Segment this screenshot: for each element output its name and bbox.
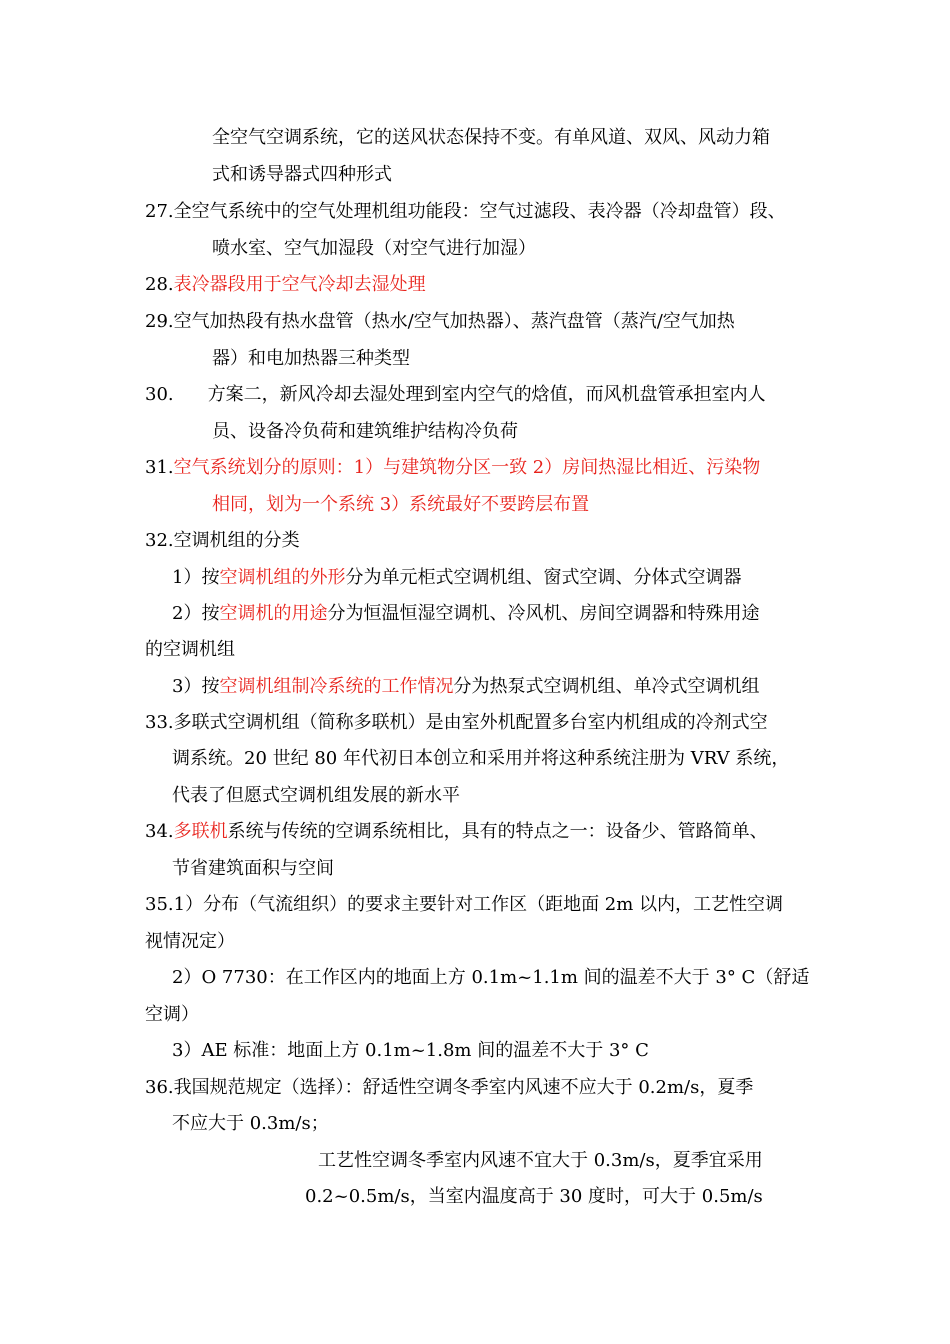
text-line bbox=[172, 966, 809, 990]
text-line bbox=[172, 857, 334, 881]
highlighted-text: 空气系统划分的原则：1）与建筑物分区一致 2）房间热湿比相近、污染物 bbox=[173, 457, 761, 478]
text-line bbox=[172, 566, 741, 590]
text-line bbox=[172, 1039, 649, 1063]
text-span: 34. bbox=[145, 821, 174, 842]
text-line bbox=[305, 1185, 763, 1209]
text-line bbox=[212, 163, 392, 187]
text-span: 31. bbox=[145, 457, 174, 478]
text-line bbox=[145, 893, 783, 917]
text-span: 27.全空气系统中的空气处理机组功能段：空气过滤段、表冷器（冷却盘管）段、 bbox=[145, 201, 786, 222]
text-span: 32.空调机组的分类 bbox=[145, 530, 300, 551]
text-line bbox=[145, 200, 786, 224]
text-line bbox=[212, 420, 518, 444]
text-span: 系统与传统的空调系统相比，具有的特点之一：设备少、管路简单、 bbox=[227, 821, 768, 842]
text-line bbox=[145, 529, 300, 553]
text-span: 分为单元柜式空调机组、窗式空调、分体式空调器 bbox=[345, 567, 742, 588]
text-span: 28. bbox=[145, 274, 174, 295]
text-span: 节省建筑面积与空间 bbox=[172, 858, 334, 879]
text-span: 0.2~0.5m/s，当室内温度高于 30 度时，可大于 0.5m/s bbox=[305, 1186, 763, 1207]
text-span: 喷水室、空气加湿段（对空气进行加湿） bbox=[212, 238, 536, 259]
text-span: 分为恒温恒湿空调机、冷风机、房间空调器和特殊用途 bbox=[327, 603, 760, 624]
highlighted-text: 表冷器段用于空气冷却去湿处理 bbox=[173, 274, 426, 295]
text-line bbox=[318, 1149, 763, 1173]
text-span: 工艺性空调冬季室内风速不宜大于 0.3m/s，夏季宜采用 bbox=[318, 1150, 763, 1171]
text-span: 空调） bbox=[145, 1004, 199, 1025]
text-line bbox=[145, 383, 766, 407]
text-span: 的空调机组 bbox=[145, 639, 235, 660]
text-span: 2）O 7730：在工作区内的地面上方 0.1m~1.1m 间的温差不大于 3° C（舒适 bbox=[172, 967, 810, 988]
highlighted-text: 空调机组的外形 bbox=[219, 567, 346, 588]
text-line bbox=[145, 711, 768, 735]
text-span: 29.空气加热段有热水盘管（热水/空气加热器）、蒸汽盘管（蒸汽/空气加热 bbox=[145, 311, 735, 332]
text-line bbox=[212, 493, 589, 517]
text-line bbox=[212, 237, 536, 261]
text-line bbox=[172, 1112, 329, 1136]
text-span: 调系统。20 世纪 80 年代初日本创立和采用并将这种系统注册为 VRV 系统， bbox=[172, 748, 790, 769]
text-span: 全空气空调系统，它的送风状态保持不变。有单风道、双风、风动力箱 bbox=[212, 127, 770, 148]
text-span: 1）按 bbox=[172, 567, 220, 588]
text-span: 36.我国规范规定（选择）：舒适性空调冬季室内风速不应大于 0.2m/s，夏季 bbox=[145, 1077, 754, 1098]
text-line bbox=[172, 675, 759, 699]
text-line bbox=[172, 602, 759, 626]
text-line bbox=[212, 347, 410, 371]
text-line bbox=[145, 1003, 199, 1027]
text-line bbox=[145, 273, 426, 297]
text-span: 3）AE 标准：地面上方 0.1m~1.8m 间的温差不大于 3° C bbox=[172, 1040, 649, 1061]
highlighted-text: 空调机的用途 bbox=[219, 603, 328, 624]
text-span: 式和诱导器式四种形式 bbox=[212, 164, 392, 185]
text-line bbox=[172, 784, 460, 808]
text-span: 分为热泵式空调机组、单冷式空调机组 bbox=[453, 676, 760, 697]
text-span: 视情况定） bbox=[145, 931, 235, 952]
text-span: 方案二，新风冷却去湿处理到室内空气的焓值，而风机盘管承担室内人 bbox=[207, 384, 766, 405]
highlighted-text: 空调机组制冷系统的工作情况 bbox=[219, 676, 454, 697]
text-span: 器）和电加热器三种类型 bbox=[212, 348, 410, 369]
text-line bbox=[145, 930, 235, 954]
text-span: 2）按 bbox=[172, 603, 220, 624]
text-line bbox=[145, 820, 768, 844]
text-line bbox=[145, 1076, 753, 1100]
text-line bbox=[212, 126, 770, 150]
text-span: 员、设备冷负荷和建筑维护结构冷负荷 bbox=[212, 421, 518, 442]
text-line bbox=[145, 638, 235, 662]
text-span: 不应大于 0.3m/s； bbox=[172, 1113, 329, 1134]
highlighted-text: 相同，划为一个系统 3）系统最好不要跨层布置 bbox=[212, 494, 590, 515]
text-line bbox=[145, 456, 760, 480]
text-span: 3）按 bbox=[172, 676, 220, 697]
text-span: 35.1）分布（气流组织）的要求主要针对工作区（距地面 2m 以内，工艺性空调 bbox=[145, 894, 784, 915]
text-line bbox=[145, 310, 735, 334]
text-span: 30. bbox=[145, 384, 174, 405]
text-line bbox=[172, 747, 789, 771]
text-span: 代表了但愿式空调机组发展的新水平 bbox=[172, 785, 460, 806]
text-span: 33.多联式空调机组（简称多联机）是由室外机配置多台室内机组成的冷剂式空 bbox=[145, 712, 768, 733]
highlighted-text: 多联机 bbox=[173, 821, 228, 842]
